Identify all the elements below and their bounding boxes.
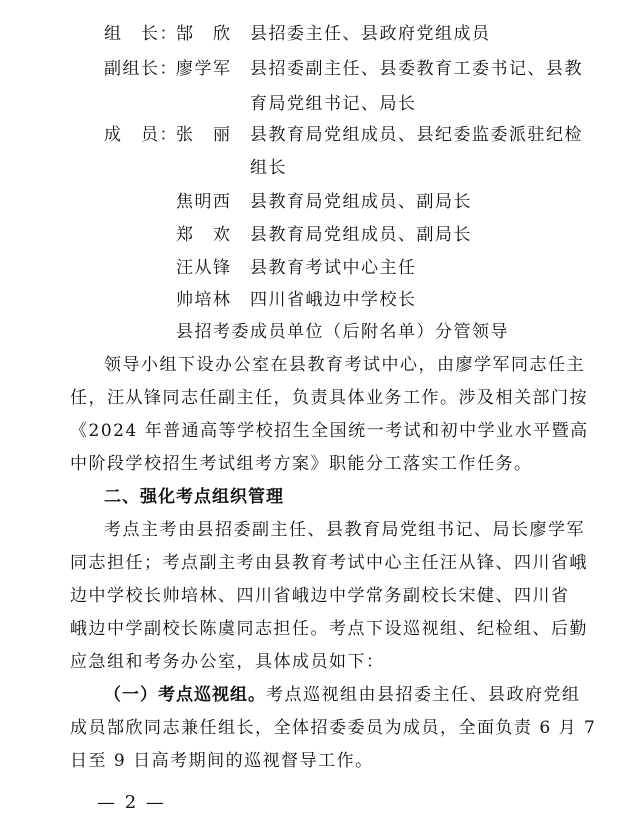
paragraph3-line2: 成员郜欣同志兼任组长，全体招委委员为成员，全面负责 6 月 7	[70, 718, 597, 738]
member-6-text: 县招考委成员单位（后附名单）分管领导	[176, 322, 509, 342]
paragraph1-line2: 任，汪从锋同志任副主任，负责具体业务工作。涉及相关部门按	[70, 388, 588, 408]
leader-name: 郜 欣	[176, 24, 232, 44]
paragraph1-line3: 《2024 年普通高等学校招生全国统一考试和初中学业水平暨高	[70, 421, 589, 441]
paragraph3-line1	[104, 685, 581, 705]
deputy-description-line1: 县招委副主任、县委教育工委书记、县教	[250, 59, 583, 79]
paragraph3-line1-rest: 考点巡视组由县招委主任、县政府党组	[266, 685, 581, 705]
deputy-name: 廖学军	[176, 59, 232, 79]
member-1-description-line2: 组长	[250, 158, 287, 178]
paragraph2-line2: 同志担任；考点副主考由县教育考试中心主任汪从锋、四川省峨	[70, 553, 588, 573]
deputy-description-line2: 育局党组书记、局长	[250, 94, 417, 114]
paragraph2-line1: 考点主考由县招委副主任、县教育局党组书记、局长廖学军	[104, 520, 585, 540]
paragraph3-line3: 日至 9 日高考期间的巡视督导工作。	[70, 751, 374, 771]
member-role-label: 成 员：	[104, 125, 178, 145]
member-4-description: 县教育考试中心主任	[250, 258, 417, 278]
section-heading: 二、强化考点组织管理	[104, 487, 284, 507]
member-3-description: 县教育局党组成员、副局长	[250, 225, 472, 245]
member-5-name: 帅培林	[176, 290, 232, 310]
leader-description: 县招委主任、县政府党组成员	[250, 24, 491, 44]
page-number: — 2 —	[97, 792, 166, 813]
member-1-description-line1: 县教育局党组成员、县纪委监委派驻纪检	[250, 125, 583, 145]
member-2-description: 县教育局党组成员、副局长	[250, 192, 472, 212]
paragraph1-line4: 中阶段学校招生考试组考方案》职能分工落实工作任务。	[70, 454, 533, 474]
member-4-name: 汪从锋	[176, 258, 232, 278]
member-2-name: 焦明西	[176, 192, 232, 212]
paragraph2-line4: 峨边中学副校长陈虞同志担任。考点下设巡视组、纪检组、后勤	[70, 619, 588, 639]
member-3-name: 郑 欢	[176, 225, 232, 245]
paragraph2-line5: 应急组和考务办公室，具体成员如下：	[70, 652, 385, 672]
paragraph3-bold-lead: （一）考点巡视组。	[104, 685, 266, 705]
paragraph2-line3: 边中学校长帅培林、四川省峨边中学常务副校长宋健、四川省	[70, 586, 570, 606]
leader-role-label: 组 长：	[104, 24, 178, 44]
member-5-description: 四川省峨边中学校长	[250, 290, 417, 310]
deputy-role-label: 副组长：	[104, 59, 178, 79]
member-1-name: 张 丽	[176, 125, 232, 145]
paragraph1-line1: 领导小组下设办公室在县教育考试中心，由廖学军同志任主	[104, 355, 585, 375]
